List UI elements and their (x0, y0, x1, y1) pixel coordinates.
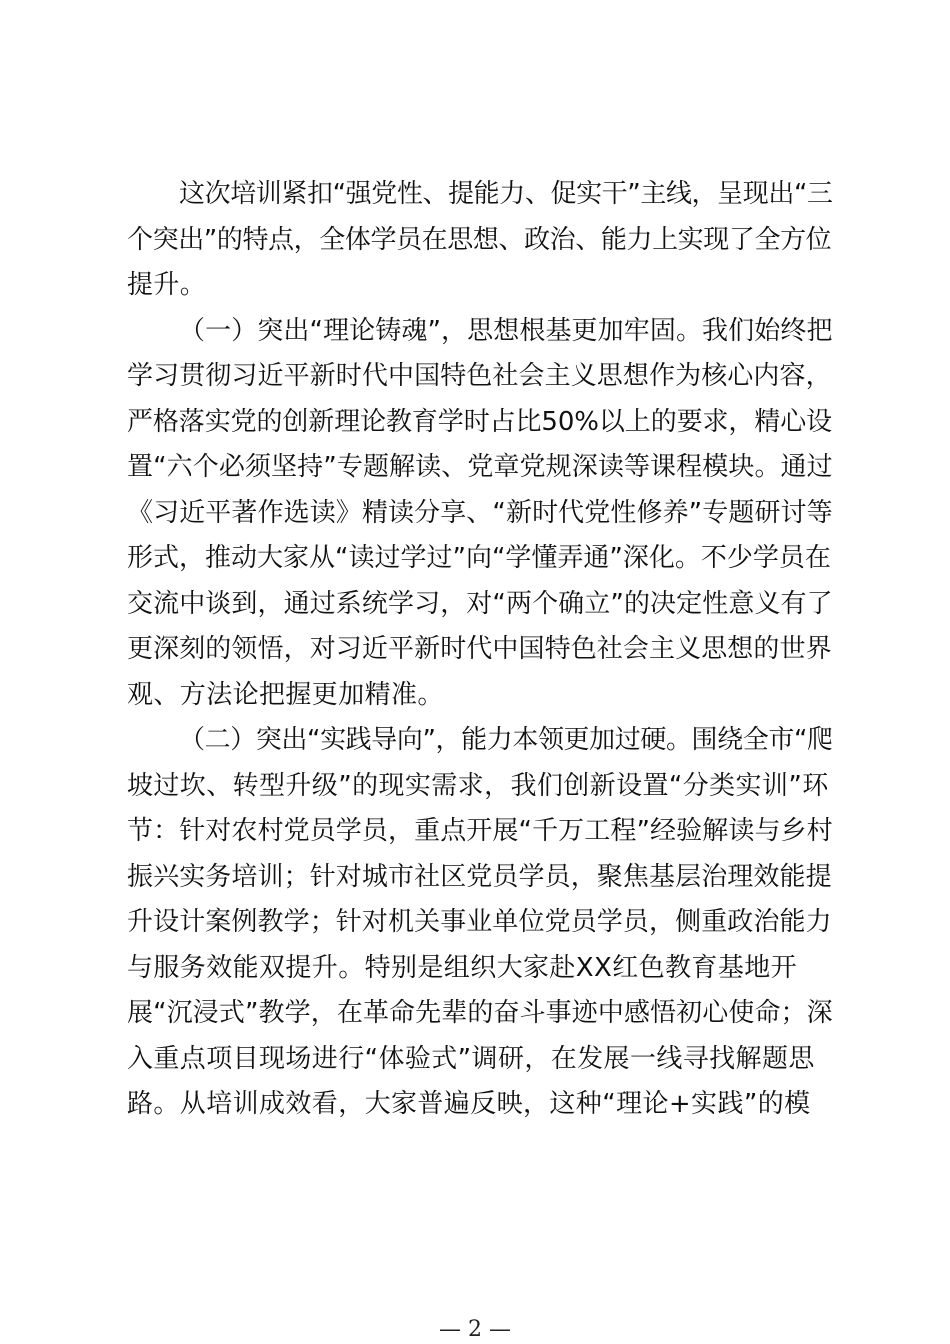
text-line: 交流中谈到，通过系统学习，对“两个确立”的决定性意义有了 (127, 588, 833, 619)
text-line: 提升。 (127, 270, 207, 300)
text-line: 坡过坎、转型升级”的现实需求，我们创新设置“分类实训”环 (127, 770, 829, 801)
text-line: 更深刻的领悟，对习近平新时代中国特色社会主义思想的世界 (127, 634, 832, 664)
text-line: 这次培训紧扣“强党性、提能力、促实干”主线，呈现出“三 (179, 179, 833, 209)
text-line: 升设计案例教学；针对机关事业单位党员学员，侧重政治能力 (127, 907, 832, 937)
text-line: 节：针对农村党员学员，重点开展“千万工程”经验解读与乡村 (127, 816, 833, 846)
text-line: 严格落实党的创新理论教育学时占比50%以上的要求，精心设 (127, 406, 832, 437)
text-line: 个突出”的特点，全体学员在思想、政治、能力上实现了全方位 (127, 224, 832, 255)
text-line: 学习贯彻习近平新时代中国特色社会主义思想作为核心内容， (127, 361, 832, 391)
text-line: 展“沉浸式”教学，在革命先辈的奋斗事迹中感悟初心使命；深 (127, 998, 833, 1028)
page-number: — 2 — (439, 1317, 511, 1342)
text-line: 振兴实务培训；针对城市社区党员学员，聚焦基层治理效能提 (127, 861, 832, 892)
text-line: 入重点项目现场进行“体验式”调研，在发展一线寻找解题思 (127, 1043, 815, 1074)
text-line: （一）突出“理论铸魂”，思想根基更加牢固。我们始终把 (179, 315, 833, 346)
text-line: 观、方法论把握更加精准。 (127, 679, 444, 710)
text-line: 置“六个必须坚持”专题解读、党章党规深读等课程模块。通过 (127, 452, 833, 482)
text-line: 与服务效能双提升。特别是组织大家赴XX红色教育基地开 (127, 952, 798, 983)
text-line: 路。从培训成效看，大家普遍反映，这种“理论+实践”的模 (127, 1089, 811, 1119)
text-line: 《习近平著作选读》精读分享、“新时代党性修养”专题研讨等 (127, 497, 833, 528)
text-line: （二）突出“实践导向”，能力本领更加过硬。围绕全市“爬 (179, 725, 833, 755)
text-line: 形式，推动大家从“读过学过”向“学懂弄通”深化。不少学员在 (127, 543, 831, 573)
document-body (127, 172, 833, 1128)
